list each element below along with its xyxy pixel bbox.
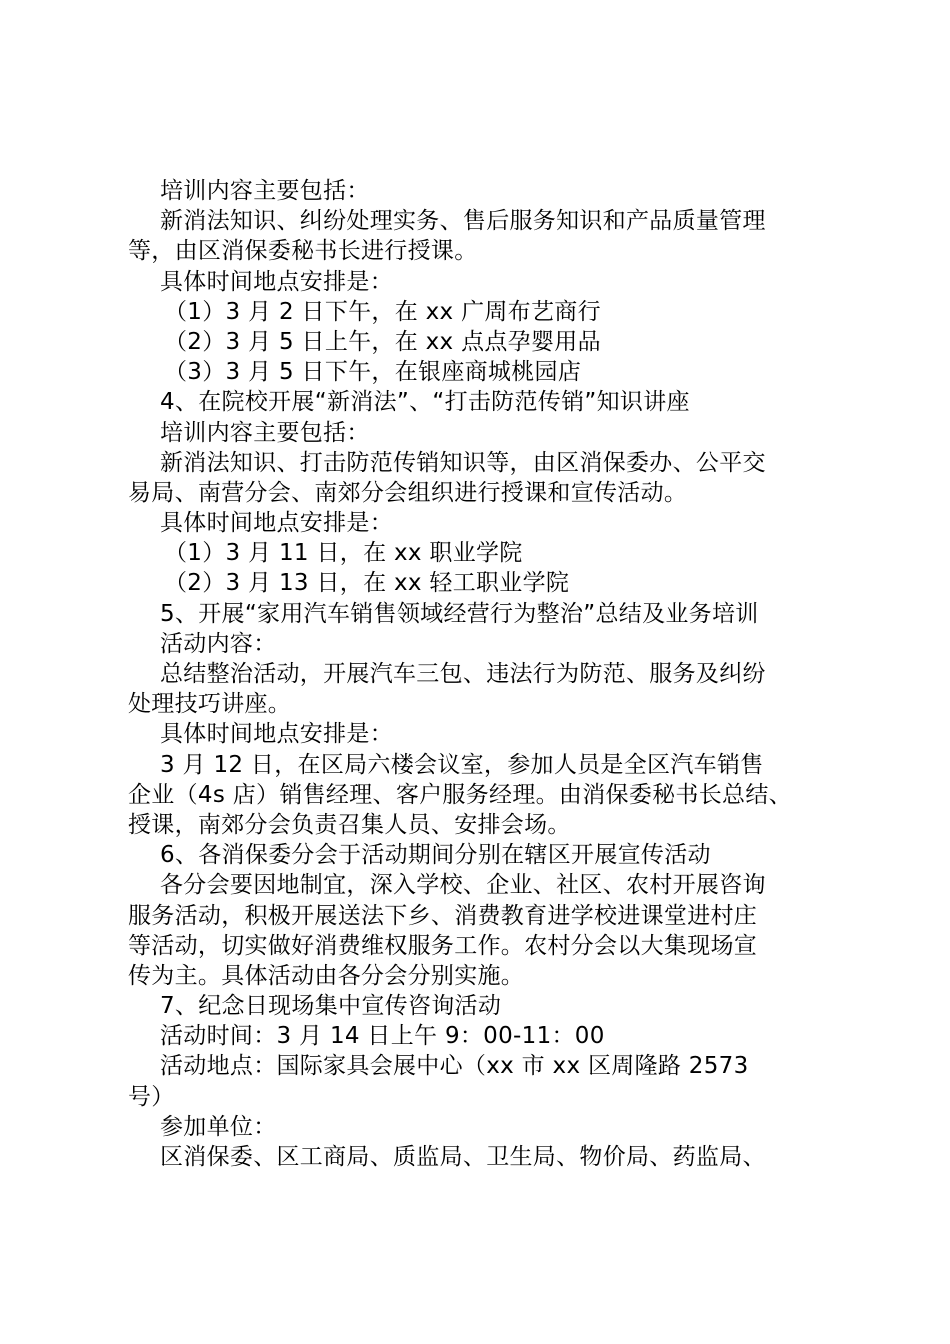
- text-line: 活动内容：: [160, 630, 277, 657]
- section-heading: 4、在院校开展“新消法”、“打击防范传销”知识讲座: [160, 389, 690, 416]
- list-item: （1）3 月 2 日下午，在 xx 广周布艺商行: [164, 298, 601, 325]
- text-line: 培训内容主要包括：: [160, 419, 370, 446]
- section-heading: 7、纪念日现场集中宣传咨询活动: [160, 993, 502, 1020]
- text-line: 培训内容主要包括：: [160, 178, 370, 204]
- text-line: 具体时间地点安排是：: [160, 268, 393, 295]
- list-item: （3）3 月 5 日下午，在银座商城桃园店: [164, 359, 582, 386]
- text-line: 新消法知识、打击防范传销知识等，由区消保委办、公平交: [160, 449, 766, 476]
- text-line: 新消法知识、纠纷处理实务、售后服务知识和产品质量管理: [160, 208, 766, 235]
- text-line: 处理技巧讲座。: [128, 691, 292, 718]
- text-line: 传为主。具体活动由各分会分别实施。: [128, 962, 525, 989]
- text-line: 区消保委、区工商局、质监局、卫生局、物价局、药监局、: [160, 1144, 766, 1170]
- list-item: （2）3 月 5 日上午，在 xx 点点孕婴用品: [164, 328, 601, 355]
- text-line: 活动地点：国际家具会展中心（xx 市 xx 区周隆路 2573: [160, 1053, 749, 1080]
- list-item: （2）3 月 13 日，在 xx 轻工职业学院: [164, 570, 570, 597]
- text-line: 3 月 12 日，在区局六楼会议室，参加人员是全区汽车销售: [160, 751, 764, 778]
- text-line: 企业（4s 店）销售经理、客户服务经理。由消保委秘书长总结、: [128, 781, 792, 808]
- text-line: 等，由区消保委秘书长进行授课。: [128, 238, 478, 265]
- text-line: 总结整治活动，开展汽车三包、违法行为防范、服务及纠纷: [160, 661, 766, 687]
- section-heading: 5、开展“家用汽车销售领域经营行为整治”总结及业务培训: [160, 600, 759, 627]
- text-line: 易局、南营分会、南郊分会组织进行授课和宣传活动。: [128, 479, 688, 506]
- text-line: 授课，南郊分会负责召集人员、安排会场。: [128, 811, 571, 838]
- text-line: 各分会要因地制宜，深入学校、企业、社区、农村开展咨询: [160, 872, 766, 899]
- text-line: 等活动，切实做好消费维权服务工作。农村分会以大集现场宣: [128, 932, 758, 959]
- text-line: 号）: [128, 1083, 175, 1110]
- list-item: （1）3 月 11 日，在 xx 职业学院: [164, 540, 523, 567]
- text-line: 参加单位：: [160, 1113, 277, 1140]
- text-line: 具体时间地点安排是：: [160, 510, 393, 537]
- text-line: 活动时间：3 月 14 日上午 9：00-11：00: [160, 1023, 605, 1050]
- text-line: 服务活动，积极开展送法下乡、消费教育进学校进课堂进村庄: [128, 902, 758, 929]
- section-heading: 6、各消保委分会于活动期间分别在辖区开展宣传活动: [160, 842, 711, 869]
- document-body: [128, 176, 838, 1172]
- text-line: 具体时间地点安排是：: [160, 721, 393, 748]
